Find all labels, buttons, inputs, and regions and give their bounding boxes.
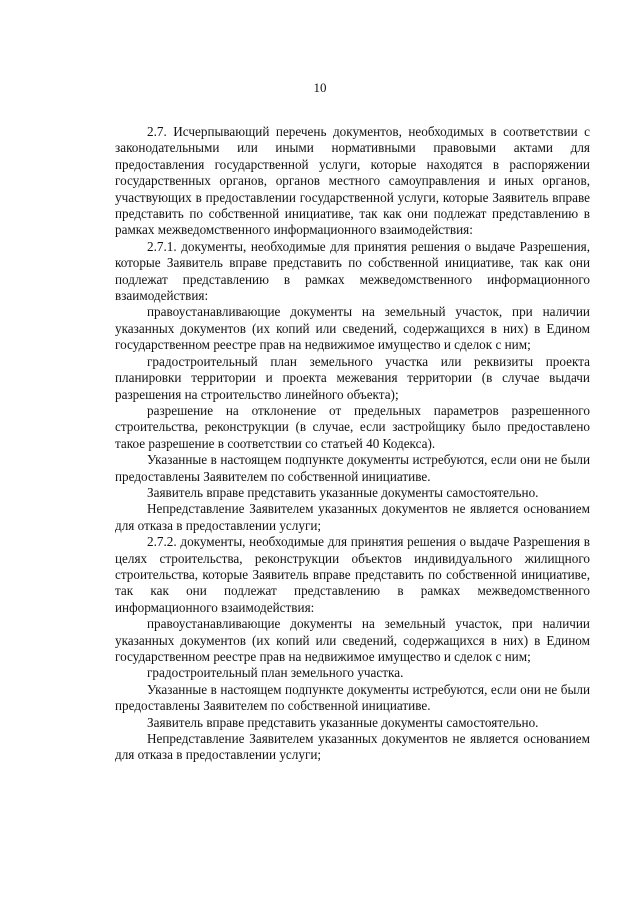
document-body bbox=[115, 124, 590, 764]
paragraph-non-submission: Непредставление Заявителем указанных документов не является основанием для отказа в предоставлении услуги; bbox=[115, 501, 590, 533]
paragraph-title-documents-2: правоустанавливающие документы на земельный участок, при наличии указанных документов (их копий или сведений, содержащихся в них) в Едином государственном реестре прав на недвижимое имущество и сделок с ним; bbox=[115, 616, 590, 664]
paragraph-requested-documents-2: Указанные в настоящем подпункте документы истребуются, если они не были предоставлены Заявителем по собственной инициативе. bbox=[115, 681, 590, 714]
paragraph-2-7-1: 2.7.1. документы, необходимые для принятия решения о выдаче Разрешения, которые Заявитель вправе представить по собственной инициативе, так как они подлежат представлению в рамках межведомственного информационного взаимодействия: bbox=[115, 238, 590, 304]
paragraph-self-submission-2: Заявитель вправе представить указанные документы самостоятельно. bbox=[147, 714, 539, 730]
paragraph-2-7: 2.7. Исчерпывающий перечень документов, необходимых в соответствии с законодательными или иными нормативными правовыми актами для предоставления государственной услуги, которые находятся в распоряжении государственных органов, органов местного самоуправления и иных органов, участвующих в предоставлении государственной услуги, которые Заявитель вправе представить по собственной инициативе, так как они подлежат представлению в рамках межведомственного информационного взаимодействия: bbox=[115, 124, 590, 238]
paragraph-requested-documents: Указанные в настоящем подпункте документы истребуются, если они не были предоставлены Заявителем по собственной инициативе. bbox=[115, 452, 590, 484]
paragraph-urban-plan: градостроительный план земельного участка или реквизиты проекта планировки территории и проекта межевания территории (в случае выдачи разрешения на строительство линейного объекта); bbox=[115, 353, 590, 402]
paragraph-self-submission: Заявитель вправе представить указанные документы самостоятельно. bbox=[147, 484, 539, 500]
page-number: 10 bbox=[313, 80, 327, 95]
paragraph-2-7-2: 2.7.2. документы, необходимые для принятия решения о выдаче Разрешения в целях строительства, реконструкции объектов индивидуального жилищного строительства, которые Заявитель вправе представить по собственной инициативе, так как они подлежат представлению в рамках межведомственного информационного взаимодействия: bbox=[115, 534, 590, 615]
paragraph-urban-plan-2: градостроительный план земельного участка. bbox=[147, 665, 404, 681]
paragraph-non-submission-2: Непредставление Заявителем указанных документов не является основанием для отказа в предоставлении услуги; bbox=[115, 731, 590, 763]
paragraph-title-documents: правоустанавливающие документы на земельный участок, при наличии указанных документов (их копий или сведений, содержащихся в них) в Едином государственном реестре прав на недвижимое имущество и сделок с ним; bbox=[115, 304, 590, 353]
paragraph-deviation-permit: разрешение на отклонение от предельных параметров разрешенного строительства, реконструкции (в случае, если застройщику было предоставлено такое разрешение в соответствии со статьей 40 Кодекса). bbox=[115, 402, 590, 451]
